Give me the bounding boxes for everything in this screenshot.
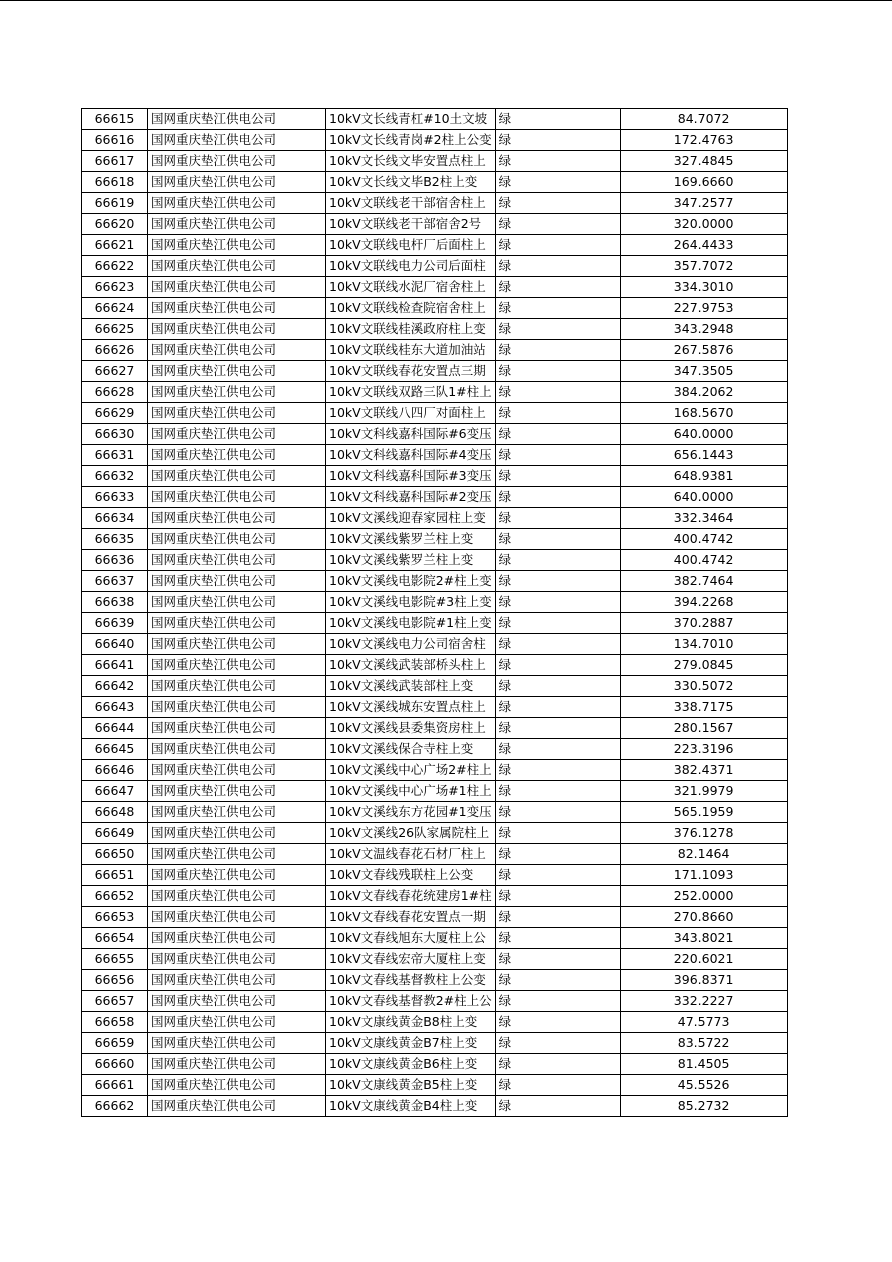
cell-id: 66618 xyxy=(82,172,148,193)
cell-id: 66656 xyxy=(82,970,148,991)
table-row xyxy=(82,172,788,193)
cell-company: 国网重庆垫江供电公司 xyxy=(148,340,326,361)
cell-value: 134.7010 xyxy=(620,634,787,655)
cell-line-name: 10kV文溪线武装部柱上变 xyxy=(326,676,496,697)
cell-company: 国网重庆垫江供电公司 xyxy=(148,1033,326,1054)
cell-company: 国网重庆垫江供电公司 xyxy=(148,319,326,340)
table-row xyxy=(82,130,788,151)
cell-line-name: 10kV文联线桂东大道加油站 xyxy=(326,340,496,361)
cell-id: 66631 xyxy=(82,445,148,466)
table-row xyxy=(82,1096,788,1117)
cell-value: 347.2577 xyxy=(620,193,787,214)
cell-value: 382.4371 xyxy=(620,760,787,781)
cell-company: 国网重庆垫江供电公司 xyxy=(148,445,326,466)
cell-color: 绿 xyxy=(495,445,620,466)
cell-color: 绿 xyxy=(495,718,620,739)
cell-color: 绿 xyxy=(495,340,620,361)
cell-company: 国网重庆垫江供电公司 xyxy=(148,739,326,760)
cell-company: 国网重庆垫江供电公司 xyxy=(148,130,326,151)
cell-color: 绿 xyxy=(495,1054,620,1075)
cell-color: 绿 xyxy=(495,214,620,235)
cell-value: 220.6021 xyxy=(620,949,787,970)
cell-company: 国网重庆垫江供电公司 xyxy=(148,1075,326,1096)
cell-color: 绿 xyxy=(495,865,620,886)
cell-color: 绿 xyxy=(495,403,620,424)
cell-line-name: 10kV文溪线紫罗兰柱上变 xyxy=(326,550,496,571)
table-row xyxy=(82,886,788,907)
cell-color: 绿 xyxy=(495,844,620,865)
cell-line-name: 10kV文春线基督教2#柱上公 xyxy=(326,991,496,1012)
table-row xyxy=(82,991,788,1012)
cell-company: 国网重庆垫江供电公司 xyxy=(148,277,326,298)
table-row xyxy=(82,151,788,172)
cell-value: 223.3196 xyxy=(620,739,787,760)
cell-value: 640.0000 xyxy=(620,487,787,508)
cell-company: 国网重庆垫江供电公司 xyxy=(148,697,326,718)
cell-line-name: 10kV文溪线电力公司宿舍柱 xyxy=(326,634,496,655)
cell-value: 84.7072 xyxy=(620,109,787,130)
cell-line-name: 10kV文溪线武装部桥头柱上 xyxy=(326,655,496,676)
cell-value: 171.1093 xyxy=(620,865,787,886)
cell-id: 66635 xyxy=(82,529,148,550)
cell-value: 169.6660 xyxy=(620,172,787,193)
cell-color: 绿 xyxy=(495,802,620,823)
cell-color: 绿 xyxy=(495,1033,620,1054)
table-row xyxy=(82,508,788,529)
cell-id: 66640 xyxy=(82,634,148,655)
table-row xyxy=(82,340,788,361)
cell-company: 国网重庆垫江供电公司 xyxy=(148,382,326,403)
cell-company: 国网重庆垫江供电公司 xyxy=(148,298,326,319)
cell-value: 640.0000 xyxy=(620,424,787,445)
table-row xyxy=(82,424,788,445)
cell-company: 国网重庆垫江供电公司 xyxy=(148,466,326,487)
cell-value: 227.9753 xyxy=(620,298,787,319)
cell-id: 66633 xyxy=(82,487,148,508)
cell-company: 国网重庆垫江供电公司 xyxy=(148,886,326,907)
cell-line-name: 10kV文春线春花安置点一期 xyxy=(326,907,496,928)
cell-id: 66652 xyxy=(82,886,148,907)
cell-id: 66630 xyxy=(82,424,148,445)
cell-value: 400.4742 xyxy=(620,550,787,571)
cell-id: 66641 xyxy=(82,655,148,676)
cell-color: 绿 xyxy=(495,151,620,172)
cell-value: 82.1464 xyxy=(620,844,787,865)
cell-company: 国网重庆垫江供电公司 xyxy=(148,361,326,382)
cell-company: 国网重庆垫江供电公司 xyxy=(148,487,326,508)
cell-company: 国网重庆垫江供电公司 xyxy=(148,802,326,823)
cell-line-name: 10kV文溪线紫罗兰柱上变 xyxy=(326,529,496,550)
cell-id: 66622 xyxy=(82,256,148,277)
cell-line-name: 10kV文科线嘉科国际#4变压 xyxy=(326,445,496,466)
cell-line-name: 10kV文科线嘉科国际#3变压 xyxy=(326,466,496,487)
cell-id: 66628 xyxy=(82,382,148,403)
cell-line-name: 10kV文温线春花石材厂柱上 xyxy=(326,844,496,865)
cell-value: 321.9979 xyxy=(620,781,787,802)
cell-value: 338.7175 xyxy=(620,697,787,718)
table-row xyxy=(82,907,788,928)
cell-line-name: 10kV文春线旭东大厦柱上公 xyxy=(326,928,496,949)
table-row xyxy=(82,1033,788,1054)
cell-color: 绿 xyxy=(495,781,620,802)
cell-line-name: 10kV文康线黄金B8柱上变 xyxy=(326,1012,496,1033)
cell-color: 绿 xyxy=(495,634,620,655)
table-row xyxy=(82,718,788,739)
cell-id: 66650 xyxy=(82,844,148,865)
cell-company: 国网重庆垫江供电公司 xyxy=(148,193,326,214)
cell-color: 绿 xyxy=(495,193,620,214)
cell-color: 绿 xyxy=(495,235,620,256)
cell-line-name: 10kV文溪线县委集资房柱上 xyxy=(326,718,496,739)
table-row xyxy=(82,634,788,655)
cell-color: 绿 xyxy=(495,928,620,949)
cell-id: 66625 xyxy=(82,319,148,340)
cell-value: 83.5722 xyxy=(620,1033,787,1054)
cell-company: 国网重庆垫江供电公司 xyxy=(148,718,326,739)
cell-line-name: 10kV文康线黄金B7柱上变 xyxy=(326,1033,496,1054)
cell-color: 绿 xyxy=(495,991,620,1012)
cell-line-name: 10kV文联线电力公司后面柱 xyxy=(326,256,496,277)
cell-id: 66634 xyxy=(82,508,148,529)
cell-color: 绿 xyxy=(495,319,620,340)
cell-line-name: 10kV文春线基督教柱上公变 xyxy=(326,970,496,991)
cell-line-name: 10kV文长线文毕安置点柱上 xyxy=(326,151,496,172)
cell-company: 国网重庆垫江供电公司 xyxy=(148,655,326,676)
table-body xyxy=(82,109,788,1117)
cell-color: 绿 xyxy=(495,109,620,130)
cell-id: 66654 xyxy=(82,928,148,949)
table-row xyxy=(82,1054,788,1075)
cell-id: 66645 xyxy=(82,739,148,760)
table-row xyxy=(82,403,788,424)
cell-line-name: 10kV文春线残联柱上公变 xyxy=(326,865,496,886)
cell-value: 332.3464 xyxy=(620,508,787,529)
table-row xyxy=(82,739,788,760)
cell-id: 66662 xyxy=(82,1096,148,1117)
cell-value: 656.1443 xyxy=(620,445,787,466)
cell-id: 66627 xyxy=(82,361,148,382)
cell-id: 66617 xyxy=(82,151,148,172)
cell-id: 66647 xyxy=(82,781,148,802)
cell-company: 国网重庆垫江供电公司 xyxy=(148,970,326,991)
cell-company: 国网重庆垫江供电公司 xyxy=(148,634,326,655)
table-row xyxy=(82,760,788,781)
cell-value: 85.2732 xyxy=(620,1096,787,1117)
cell-id: 66636 xyxy=(82,550,148,571)
table-row xyxy=(82,319,788,340)
cell-id: 66657 xyxy=(82,991,148,1012)
cell-company: 国网重庆垫江供电公司 xyxy=(148,1054,326,1075)
table-row xyxy=(82,823,788,844)
table-row xyxy=(82,193,788,214)
table-row xyxy=(82,571,788,592)
cell-line-name: 10kV文溪线电影院#1柱上变 xyxy=(326,613,496,634)
cell-line-name: 10kV文康线黄金B4柱上变 xyxy=(326,1096,496,1117)
cell-company: 国网重庆垫江供电公司 xyxy=(148,781,326,802)
cell-id: 66629 xyxy=(82,403,148,424)
cell-company: 国网重庆垫江供电公司 xyxy=(148,424,326,445)
cell-company: 国网重庆垫江供电公司 xyxy=(148,823,326,844)
cell-id: 66651 xyxy=(82,865,148,886)
cell-color: 绿 xyxy=(495,655,620,676)
cell-color: 绿 xyxy=(495,508,620,529)
table-row xyxy=(82,1075,788,1096)
cell-value: 384.2062 xyxy=(620,382,787,403)
cell-color: 绿 xyxy=(495,529,620,550)
table-row xyxy=(82,613,788,634)
cell-value: 394.2268 xyxy=(620,592,787,613)
cell-line-name: 10kV文联线老干部宿舍2号 xyxy=(326,214,496,235)
cell-value: 376.1278 xyxy=(620,823,787,844)
cell-color: 绿 xyxy=(495,1096,620,1117)
cell-value: 370.2887 xyxy=(620,613,787,634)
cell-value: 270.8660 xyxy=(620,907,787,928)
cell-id: 66620 xyxy=(82,214,148,235)
cell-company: 国网重庆垫江供电公司 xyxy=(148,172,326,193)
cell-color: 绿 xyxy=(495,571,620,592)
cell-color: 绿 xyxy=(495,382,620,403)
table-row xyxy=(82,529,788,550)
cell-line-name: 10kV文长线青杠#10土文坡 xyxy=(326,109,496,130)
cell-id: 66616 xyxy=(82,130,148,151)
cell-line-name: 10kV文长线青岗#2柱上公变 xyxy=(326,130,496,151)
table-row xyxy=(82,865,788,886)
cell-company: 国网重庆垫江供电公司 xyxy=(148,613,326,634)
table-row xyxy=(82,445,788,466)
table-row xyxy=(82,844,788,865)
cell-line-name: 10kV文联线春花安置点三期 xyxy=(326,361,496,382)
cell-color: 绿 xyxy=(495,970,620,991)
cell-id: 66624 xyxy=(82,298,148,319)
cell-company: 国网重庆垫江供电公司 xyxy=(148,109,326,130)
table-row xyxy=(82,361,788,382)
table-row xyxy=(82,235,788,256)
table-row xyxy=(82,1012,788,1033)
table-row xyxy=(82,214,788,235)
data-table xyxy=(81,108,788,1117)
cell-value: 280.1567 xyxy=(620,718,787,739)
cell-value: 267.5876 xyxy=(620,340,787,361)
cell-company: 国网重庆垫江供电公司 xyxy=(148,403,326,424)
table-row xyxy=(82,970,788,991)
table-row xyxy=(82,676,788,697)
cell-id: 66644 xyxy=(82,718,148,739)
cell-id: 66639 xyxy=(82,613,148,634)
cell-value: 334.3010 xyxy=(620,277,787,298)
cell-line-name: 10kV文溪线保合寺柱上变 xyxy=(326,739,496,760)
table-row xyxy=(82,466,788,487)
cell-line-name: 10kV文联线双路三队1#柱上 xyxy=(326,382,496,403)
cell-company: 国网重庆垫江供电公司 xyxy=(148,1096,326,1117)
cell-id: 66619 xyxy=(82,193,148,214)
cell-line-name: 10kV文溪线城东安置点柱上 xyxy=(326,697,496,718)
cell-company: 国网重庆垫江供电公司 xyxy=(148,949,326,970)
cell-line-name: 10kV文科线嘉科国际#2变压 xyxy=(326,487,496,508)
cell-company: 国网重庆垫江供电公司 xyxy=(148,151,326,172)
table-row xyxy=(82,298,788,319)
cell-id: 66615 xyxy=(82,109,148,130)
cell-company: 国网重庆垫江供电公司 xyxy=(148,1012,326,1033)
cell-id: 66659 xyxy=(82,1033,148,1054)
cell-id: 66646 xyxy=(82,760,148,781)
cell-color: 绿 xyxy=(495,466,620,487)
cell-value: 343.2948 xyxy=(620,319,787,340)
cell-color: 绿 xyxy=(495,361,620,382)
cell-value: 81.4505 xyxy=(620,1054,787,1075)
cell-color: 绿 xyxy=(495,256,620,277)
cell-color: 绿 xyxy=(495,1075,620,1096)
cell-line-name: 10kV文联线水泥厂宿舍柱上 xyxy=(326,277,496,298)
cell-color: 绿 xyxy=(495,676,620,697)
table-row xyxy=(82,781,788,802)
cell-value: 347.3505 xyxy=(620,361,787,382)
cell-line-name: 10kV文春线宏帝大厦柱上变 xyxy=(326,949,496,970)
cell-value: 648.9381 xyxy=(620,466,787,487)
cell-line-name: 10kV文溪线中心广场#1柱上 xyxy=(326,781,496,802)
cell-id: 66655 xyxy=(82,949,148,970)
cell-id: 66626 xyxy=(82,340,148,361)
cell-company: 国网重庆垫江供电公司 xyxy=(148,928,326,949)
cell-color: 绿 xyxy=(495,823,620,844)
cell-line-name: 10kV文溪线迎春家园柱上变 xyxy=(326,508,496,529)
cell-value: 343.8021 xyxy=(620,928,787,949)
cell-company: 国网重庆垫江供电公司 xyxy=(148,676,326,697)
cell-line-name: 10kV文溪线26队家属院柱上 xyxy=(326,823,496,844)
cell-id: 66648 xyxy=(82,802,148,823)
cell-color: 绿 xyxy=(495,1012,620,1033)
cell-color: 绿 xyxy=(495,760,620,781)
cell-id: 66642 xyxy=(82,676,148,697)
cell-value: 45.5526 xyxy=(620,1075,787,1096)
cell-value: 400.4742 xyxy=(620,529,787,550)
cell-value: 330.5072 xyxy=(620,676,787,697)
cell-line-name: 10kV文联线电杆厂后面柱上 xyxy=(326,235,496,256)
table-row xyxy=(82,802,788,823)
cell-company: 国网重庆垫江供电公司 xyxy=(148,571,326,592)
cell-id: 66621 xyxy=(82,235,148,256)
cell-color: 绿 xyxy=(495,298,620,319)
cell-line-name: 10kV文溪线电影院#3柱上变 xyxy=(326,592,496,613)
cell-value: 279.0845 xyxy=(620,655,787,676)
cell-id: 66632 xyxy=(82,466,148,487)
table-row xyxy=(82,382,788,403)
cell-company: 国网重庆垫江供电公司 xyxy=(148,760,326,781)
cell-company: 国网重庆垫江供电公司 xyxy=(148,991,326,1012)
table-row xyxy=(82,277,788,298)
cell-id: 66649 xyxy=(82,823,148,844)
cell-company: 国网重庆垫江供电公司 xyxy=(148,256,326,277)
table-row xyxy=(82,928,788,949)
cell-line-name: 10kV文康线黄金B5柱上变 xyxy=(326,1075,496,1096)
cell-value: 382.7464 xyxy=(620,571,787,592)
cell-company: 国网重庆垫江供电公司 xyxy=(148,907,326,928)
cell-id: 66661 xyxy=(82,1075,148,1096)
cell-line-name: 10kV文科线嘉科国际#6变压 xyxy=(326,424,496,445)
cell-company: 国网重庆垫江供电公司 xyxy=(148,865,326,886)
cell-color: 绿 xyxy=(495,592,620,613)
cell-line-name: 10kV文康线黄金B6柱上变 xyxy=(326,1054,496,1075)
cell-line-name: 10kV文联线检查院宿舍柱上 xyxy=(326,298,496,319)
cell-line-name: 10kV文溪线东方花园#1变压 xyxy=(326,802,496,823)
cell-company: 国网重庆垫江供电公司 xyxy=(148,844,326,865)
table-row xyxy=(82,697,788,718)
cell-line-name: 10kV文溪线中心广场2#柱上 xyxy=(326,760,496,781)
cell-id: 66643 xyxy=(82,697,148,718)
table-row xyxy=(82,256,788,277)
cell-id: 66623 xyxy=(82,277,148,298)
cell-color: 绿 xyxy=(495,550,620,571)
cell-line-name: 10kV文溪线电影院2#柱上变 xyxy=(326,571,496,592)
cell-company: 国网重庆垫江供电公司 xyxy=(148,214,326,235)
cell-color: 绿 xyxy=(495,277,620,298)
cell-color: 绿 xyxy=(495,697,620,718)
cell-color: 绿 xyxy=(495,130,620,151)
cell-value: 565.1959 xyxy=(620,802,787,823)
cell-color: 绿 xyxy=(495,949,620,970)
table-row xyxy=(82,592,788,613)
cell-line-name: 10kV文联线桂溪政府柱上变 xyxy=(326,319,496,340)
cell-line-name: 10kV文联线老干部宿舍柱上 xyxy=(326,193,496,214)
cell-value: 327.4845 xyxy=(620,151,787,172)
cell-color: 绿 xyxy=(495,487,620,508)
cell-value: 172.4763 xyxy=(620,130,787,151)
top-border-line xyxy=(0,0,892,1)
table-row xyxy=(82,487,788,508)
cell-value: 252.0000 xyxy=(620,886,787,907)
cell-color: 绿 xyxy=(495,613,620,634)
cell-id: 66660 xyxy=(82,1054,148,1075)
cell-id: 66658 xyxy=(82,1012,148,1033)
cell-color: 绿 xyxy=(495,907,620,928)
cell-color: 绿 xyxy=(495,886,620,907)
cell-id: 66638 xyxy=(82,592,148,613)
cell-color: 绿 xyxy=(495,739,620,760)
cell-company: 国网重庆垫江供电公司 xyxy=(148,550,326,571)
cell-value: 168.5670 xyxy=(620,403,787,424)
cell-company: 国网重庆垫江供电公司 xyxy=(148,529,326,550)
cell-value: 320.0000 xyxy=(620,214,787,235)
cell-id: 66637 xyxy=(82,571,148,592)
table-row xyxy=(82,949,788,970)
cell-value: 396.8371 xyxy=(620,970,787,991)
table-row xyxy=(82,109,788,130)
cell-line-name: 10kV文联线八四厂对面柱上 xyxy=(326,403,496,424)
table-row xyxy=(82,550,788,571)
cell-company: 国网重庆垫江供电公司 xyxy=(148,592,326,613)
cell-color: 绿 xyxy=(495,424,620,445)
table-row xyxy=(82,655,788,676)
cell-id: 66653 xyxy=(82,907,148,928)
cell-company: 国网重庆垫江供电公司 xyxy=(148,235,326,256)
cell-color: 绿 xyxy=(495,172,620,193)
cell-value: 332.2227 xyxy=(620,991,787,1012)
cell-line-name: 10kV文春线春花统建房1#柱 xyxy=(326,886,496,907)
cell-line-name: 10kV文长线文毕B2柱上变 xyxy=(326,172,496,193)
cell-company: 国网重庆垫江供电公司 xyxy=(148,508,326,529)
cell-value: 47.5773 xyxy=(620,1012,787,1033)
cell-value: 264.4433 xyxy=(620,235,787,256)
cell-value: 357.7072 xyxy=(620,256,787,277)
